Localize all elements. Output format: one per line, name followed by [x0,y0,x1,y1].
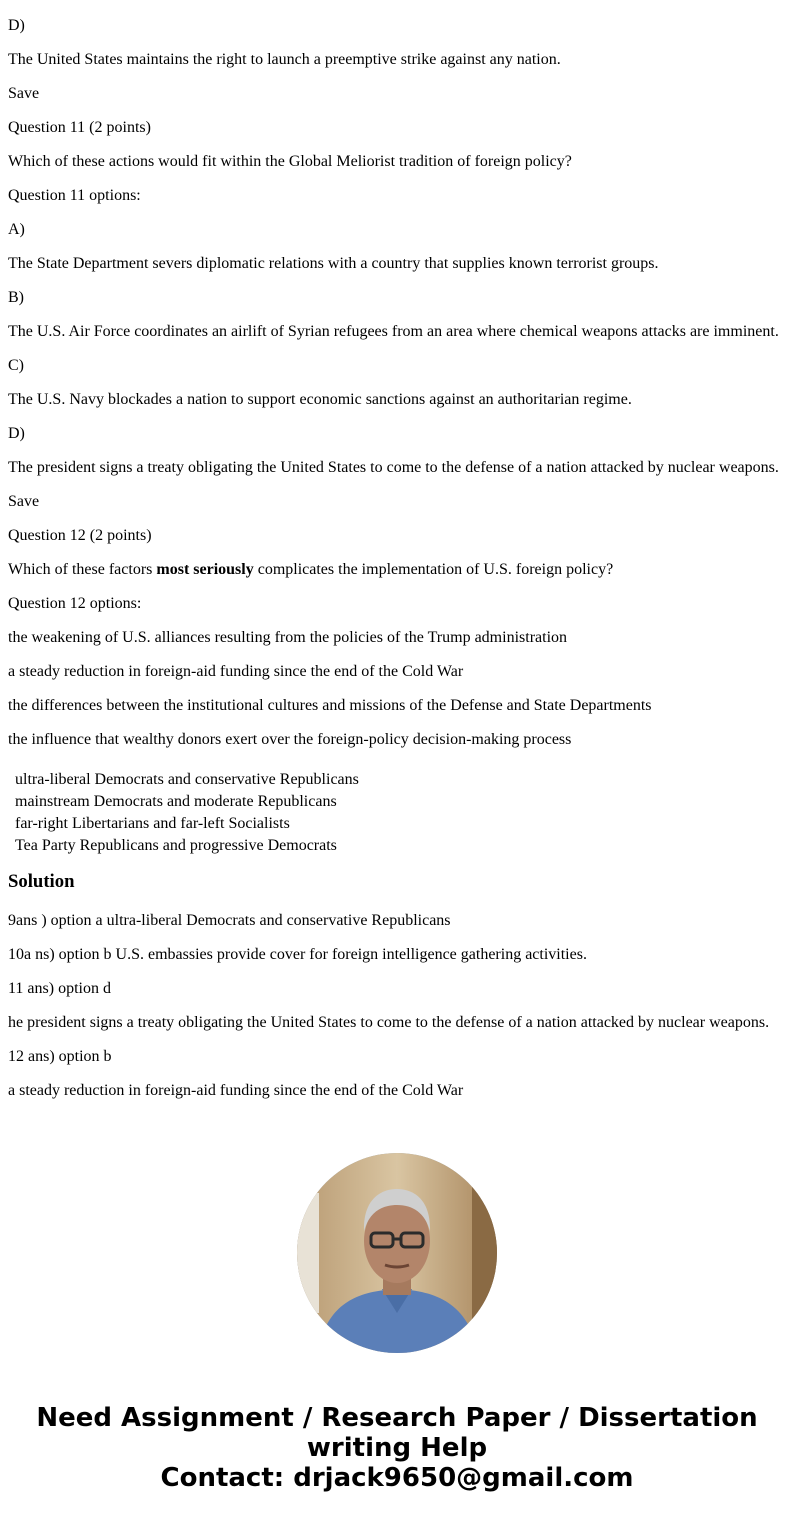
solution-line: 10a ns) option b U.S. embassies provide cover for foreign intelligence gathering activities. [8,946,587,963]
solution-line: 11 ans) option d [8,980,111,997]
solution-line: he president signs a treaty obligating the United States to come to the defense of a nation attacked by nuclear weapons. [8,1014,770,1031]
q11-option-c-text: The U.S. Navy blockades a nation to support economic sanctions against an authoritarian regime. [8,391,632,408]
q12-options-heading: Question 12 options: [8,595,142,612]
q11-title: Question 11 (2 points) [8,119,151,136]
document-body [8,0,786,1116]
tutor-photo-icon [297,1153,497,1353]
q12-question-bold: most seriously [156,561,254,578]
q10-option-c-text [8,0,786,17]
q9-choice: ultra-liberal Democrats and conservative Republicans [15,771,359,788]
footer-line-1: Need Assignment / Research Paper / Dissertation [36,1403,758,1433]
tutor-avatar [297,1153,497,1353]
q12-question-after: complicates the implementation of U.S. foreign policy? [253,561,614,578]
solution-line: 9ans ) option a ultra-liberal Democrats and conservative Republicans [8,912,451,929]
q11-option-b-text: The U.S. Air Force coordinates an airlift of Syrian refugees from an area where chemical weapons attacks are imminent. [8,323,779,340]
q12-question [8,561,786,595]
q11-option-d-label: D) [8,425,25,442]
q11-options-heading: Question 11 options: [8,187,141,204]
q12-option-1: the weakening of U.S. alliances resulting from the policies of the Trump administration [8,629,568,646]
q11-option-d-text: The president signs a treaty obligating the United States to come to the defense of a nation attacked by nuclear weapons. [8,459,779,476]
q9-choice-list [15,769,786,857]
q9-choice: far-right Libertarians and far-left Socialists [15,815,290,832]
footer-line-2: writing Help [306,1433,488,1463]
q12-option-3: the differences between the institutional cultures and missions of the Defense and State Departments [8,697,652,714]
q9-choice: Tea Party Republicans and progressive Democrats [15,837,337,854]
q12-title: Question 12 (2 points) [8,527,152,544]
q11-option-a-text: The State Department severs diplomatic relations with a country that supplies known terrorist groups. [8,255,659,272]
q12-question-before: Which of these factors [8,561,157,578]
solution-line: 12 ans) option b [8,1048,112,1065]
q11-option-c-label: C) [8,357,24,374]
q11-save: Save [8,493,40,510]
q11-question: Which of these actions would fit within the Global Meliorist tradition of foreign policy? [8,153,572,170]
q12-option-4: the influence that wealthy donors exert over the foreign-policy decision-making process [8,731,572,748]
solution-line: a steady reduction in foreign-aid funding since the end of the Cold War [8,1082,464,1099]
q11-option-a-label: A) [8,221,25,238]
solution-heading: Solution [8,871,75,892]
q10-option-d-label: D) [8,17,25,34]
footer-contact: Contact: drjack9650@gmail.com [160,1463,634,1493]
q10-save: Save [8,85,40,102]
q11-option-b-label: B) [8,289,24,306]
q12-option-2: a steady reduction in foreign-aid funding since the end of the Cold War [8,663,464,680]
contact-footer [0,1403,794,1493]
q10-option-d-text: The United States maintains the right to launch a preemptive strike against any nation. [8,51,561,68]
q9-choice: mainstream Democrats and moderate Republicans [15,793,337,810]
